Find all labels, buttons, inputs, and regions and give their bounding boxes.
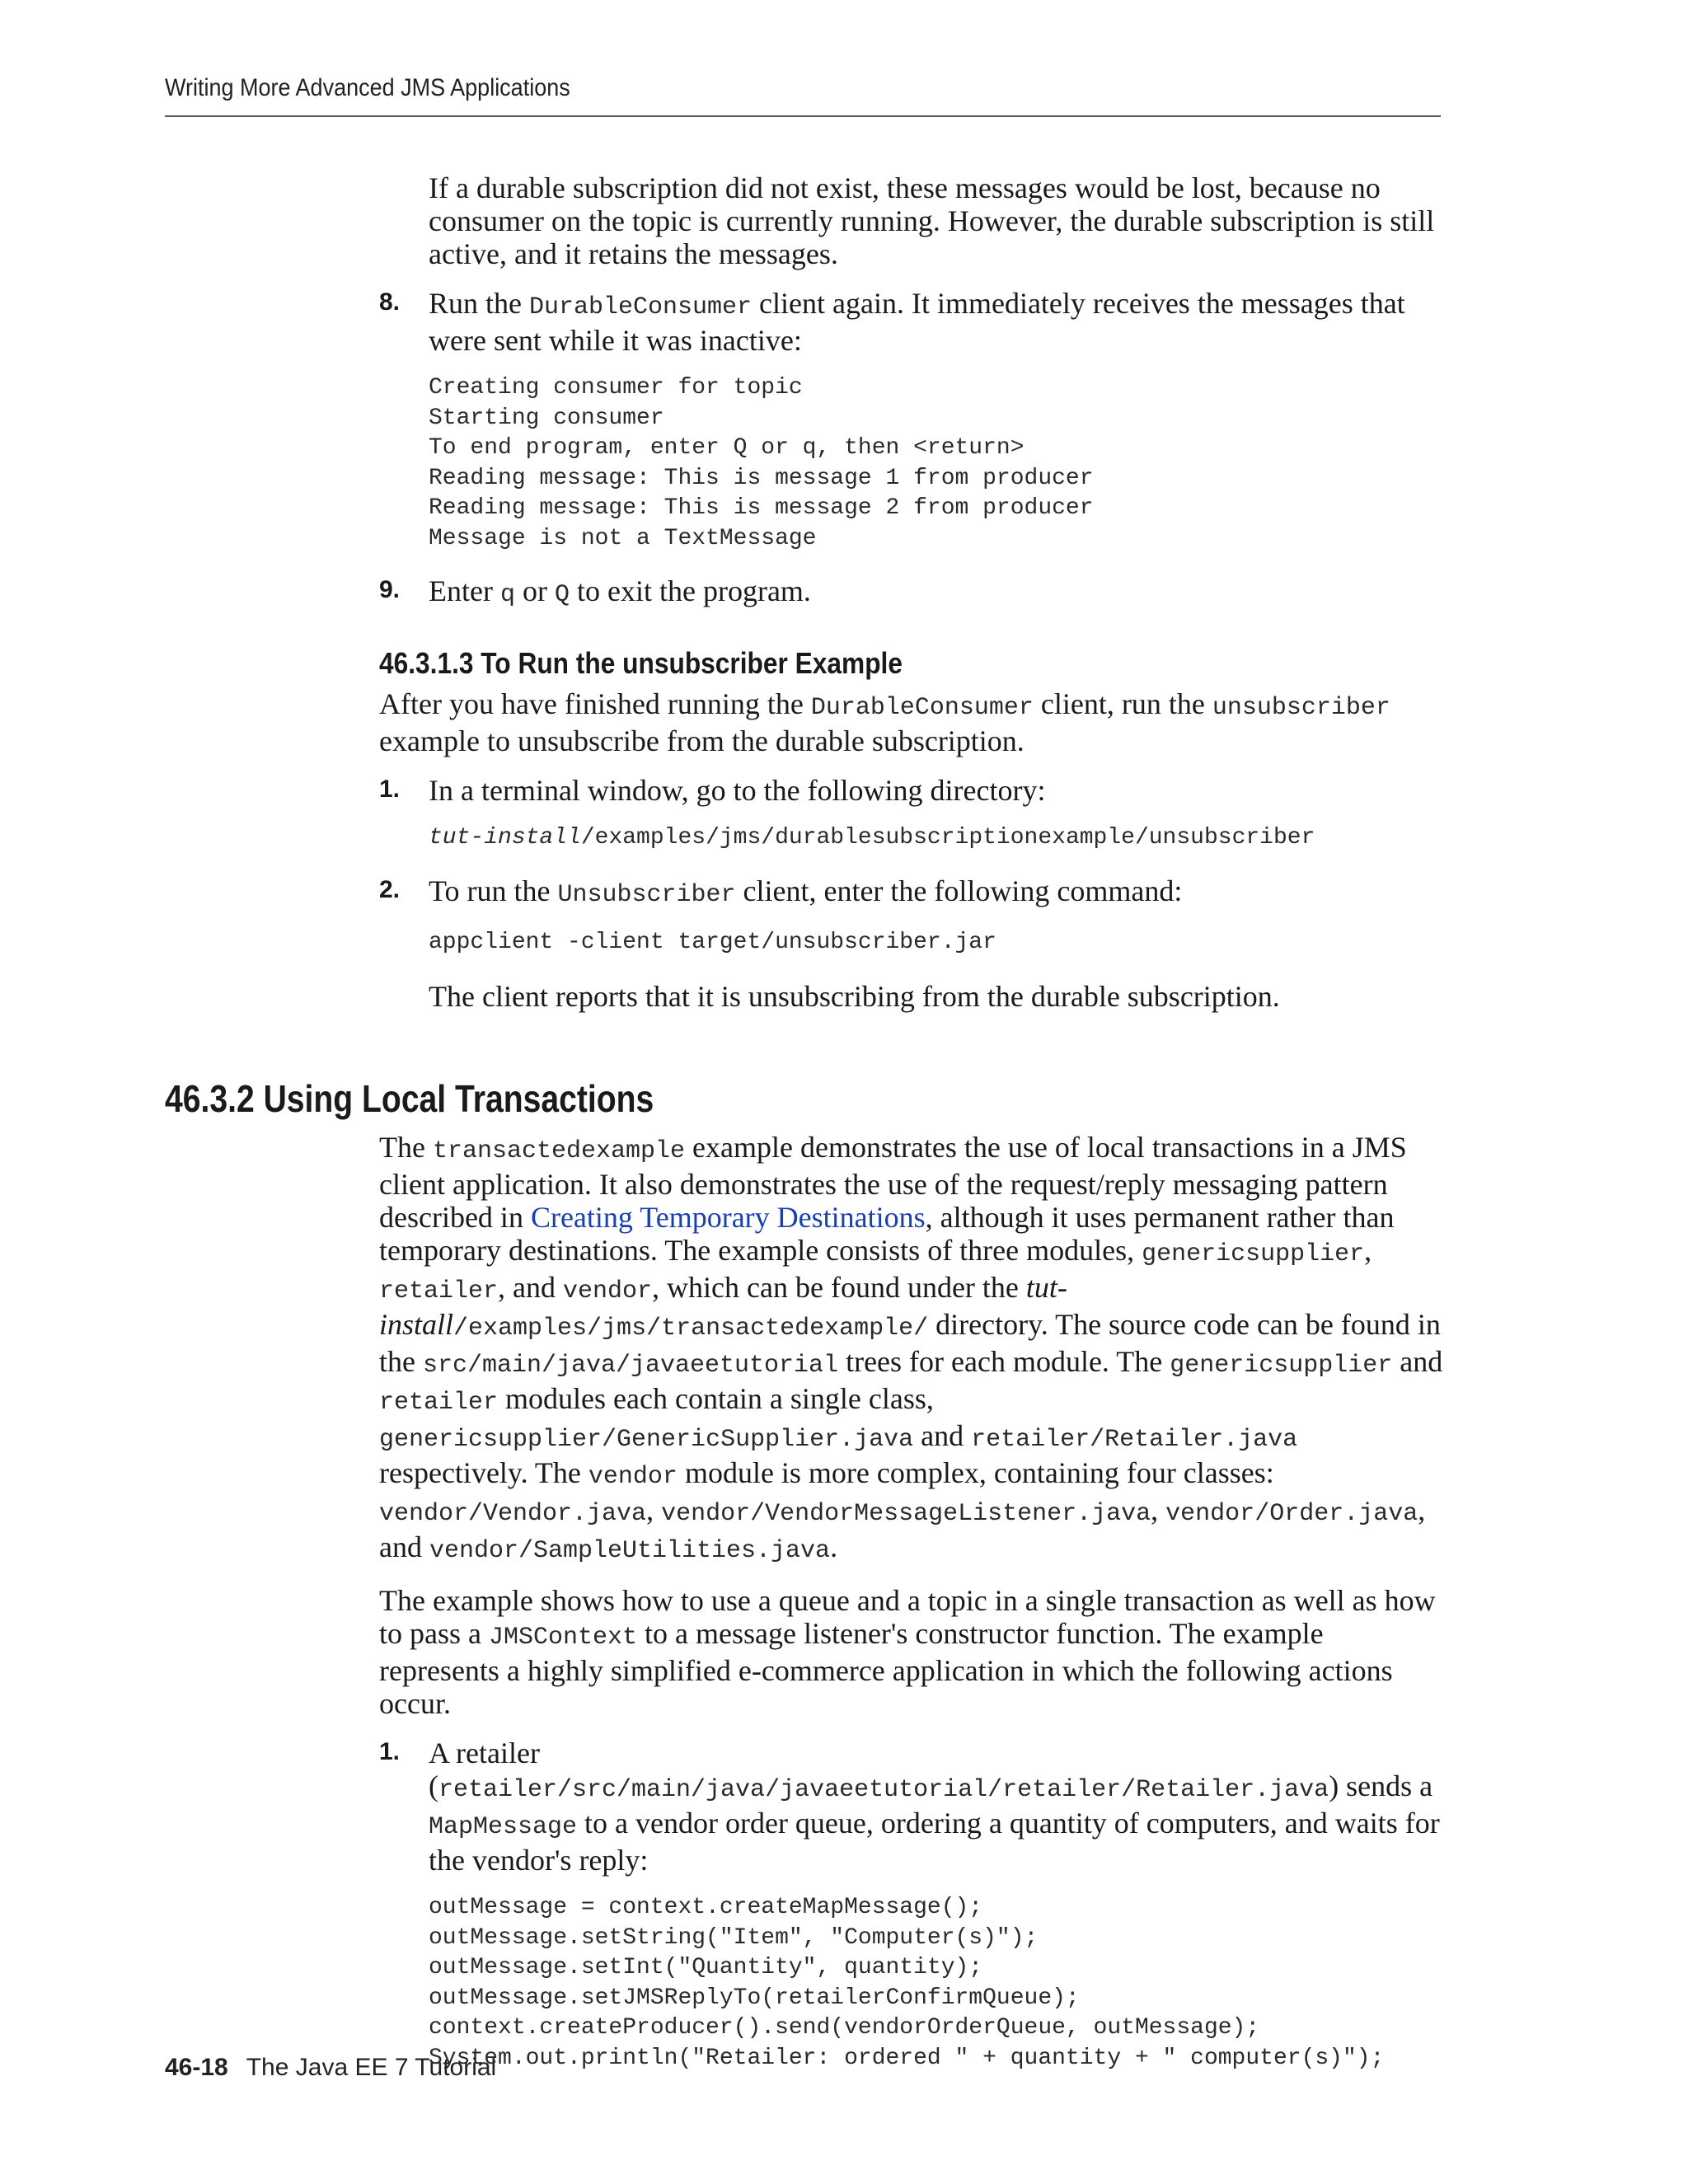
step-number: 8. (379, 288, 401, 316)
book-title: The Java EE 7 Tutorial (246, 2054, 497, 2081)
step-9 (379, 574, 1451, 612)
unsub-result-text: The client reports that it is unsubscribing from the durable subscription. (429, 979, 1280, 1013)
transacted-intro-paragraph: The transactedexample example demonstrates the use of local transactions in a JMS client application. It also demonstrates the use of the request/reply messaging pattern described in Creating Temporary Destinations, although it uses permanent rather than temporary destinations. The example consists of three modules, genericsupplier, retailer, and vendor, which can be found under the tut-install/examples/jms/transactedexample/ directory. The source code can be found in the src/main/java/javaeetutorial trees for each module. The genericsupplier and retailer modules each contain a single class, genericsupplier/GenericSupplier.java and retailer/Retailer.java respectively. The vendor module is more complex, containing four classes: vendor/Vendor.java, vendor/VendorMessageListener.java, vendor/Order.java, and vendor/SampleUtilities.java. (379, 1131, 1443, 1565)
step-number: 1. (379, 1738, 401, 1765)
step-number: 9. (379, 575, 401, 603)
upper-content (379, 171, 1451, 1013)
unsub-step-1-text: In a terminal window, go to the following directory: (429, 773, 1046, 807)
page-footer (165, 2054, 496, 2082)
command-line: appclient -client target/unsubscriber.jar (429, 930, 996, 956)
step-8-text: Run the DurableConsumer client again. It immediately receives the messages that were sent while it was inactive: (429, 287, 1405, 357)
lower-content (379, 1131, 1451, 2074)
step-8 (379, 287, 1451, 555)
code-listing: outMessage = context.createMapMessage(); outMessage.setString("Item", "Computer(s)"); outMessage.setInt("Quantity", quantity); outMessage.setJMSReplyTo(retailerConfirmQueue); context.createProducer().send(vendorOrderQueue, outMessage); System.out.println("Retailer: ordered " + quantity + " computer(s)"); (429, 1895, 1385, 2071)
subsection-heading: 46.3.1.3 To Run the unsubscriber Example (379, 645, 903, 680)
creating-temporary-destinations-link[interactable]: Creating Temporary Destinations (530, 1201, 926, 1234)
transacted-example-paragraph: The example shows how to use a queue and a topic in a single transaction as well as how to pass a JMSContext to a message listener's constructor function. The example represents a highly simplified e-commerce application in which the following actions occur. (379, 1584, 1436, 1720)
running-header-title: Writing More Advanced JMS Applications (165, 74, 570, 101)
step-number: 2. (379, 876, 401, 904)
page-header (165, 74, 1441, 117)
intro-paragraph: If a durable subscription did not exist, these messages would be lost, because no consumer on the topic is currently running. However, the durable subscription is still active, and it retains the messages. (429, 171, 1435, 270)
step-9-text: Enter q or Q to exit the program. (429, 574, 811, 609)
transacted-step-1 (379, 1736, 1451, 2074)
unsub-intro-paragraph: After you have finished running the DurableConsumer client, run the unsubscriber example to unsubscribe from the durable subscription. (379, 687, 1390, 757)
step-number: 1. (379, 775, 401, 803)
unsub-step-2-text: To run the Unsubscriber client, enter the following command: (429, 874, 1183, 910)
console-output: Creating consumer for topic Starting consumer To end program, enter Q or q, then <return> Reading message: This is message 1 from producer Reading message: This is message 2 from producer Message is not a TextMessage (429, 375, 1094, 551)
unsub-step-1 (379, 774, 1451, 854)
section-heading: 46.3.2 Using Local Transactions (165, 1077, 654, 1120)
transacted-step-1-text: A retailer (retailer/src/main/java/javaeetutorial/retailer/Retailer.java) sends a MapMessage to a vendor order queue, ordering a quantity of computers, and waits for the vendor's reply: (429, 1736, 1440, 1877)
inline-code: DurableConsumer (529, 293, 753, 321)
directory-path: tut-install/examples/jms/durablesubscriptionexample/unsubscriber (429, 824, 1315, 851)
unsub-step-2 (379, 874, 1451, 1013)
page-number: 46-18 (165, 2054, 228, 2081)
